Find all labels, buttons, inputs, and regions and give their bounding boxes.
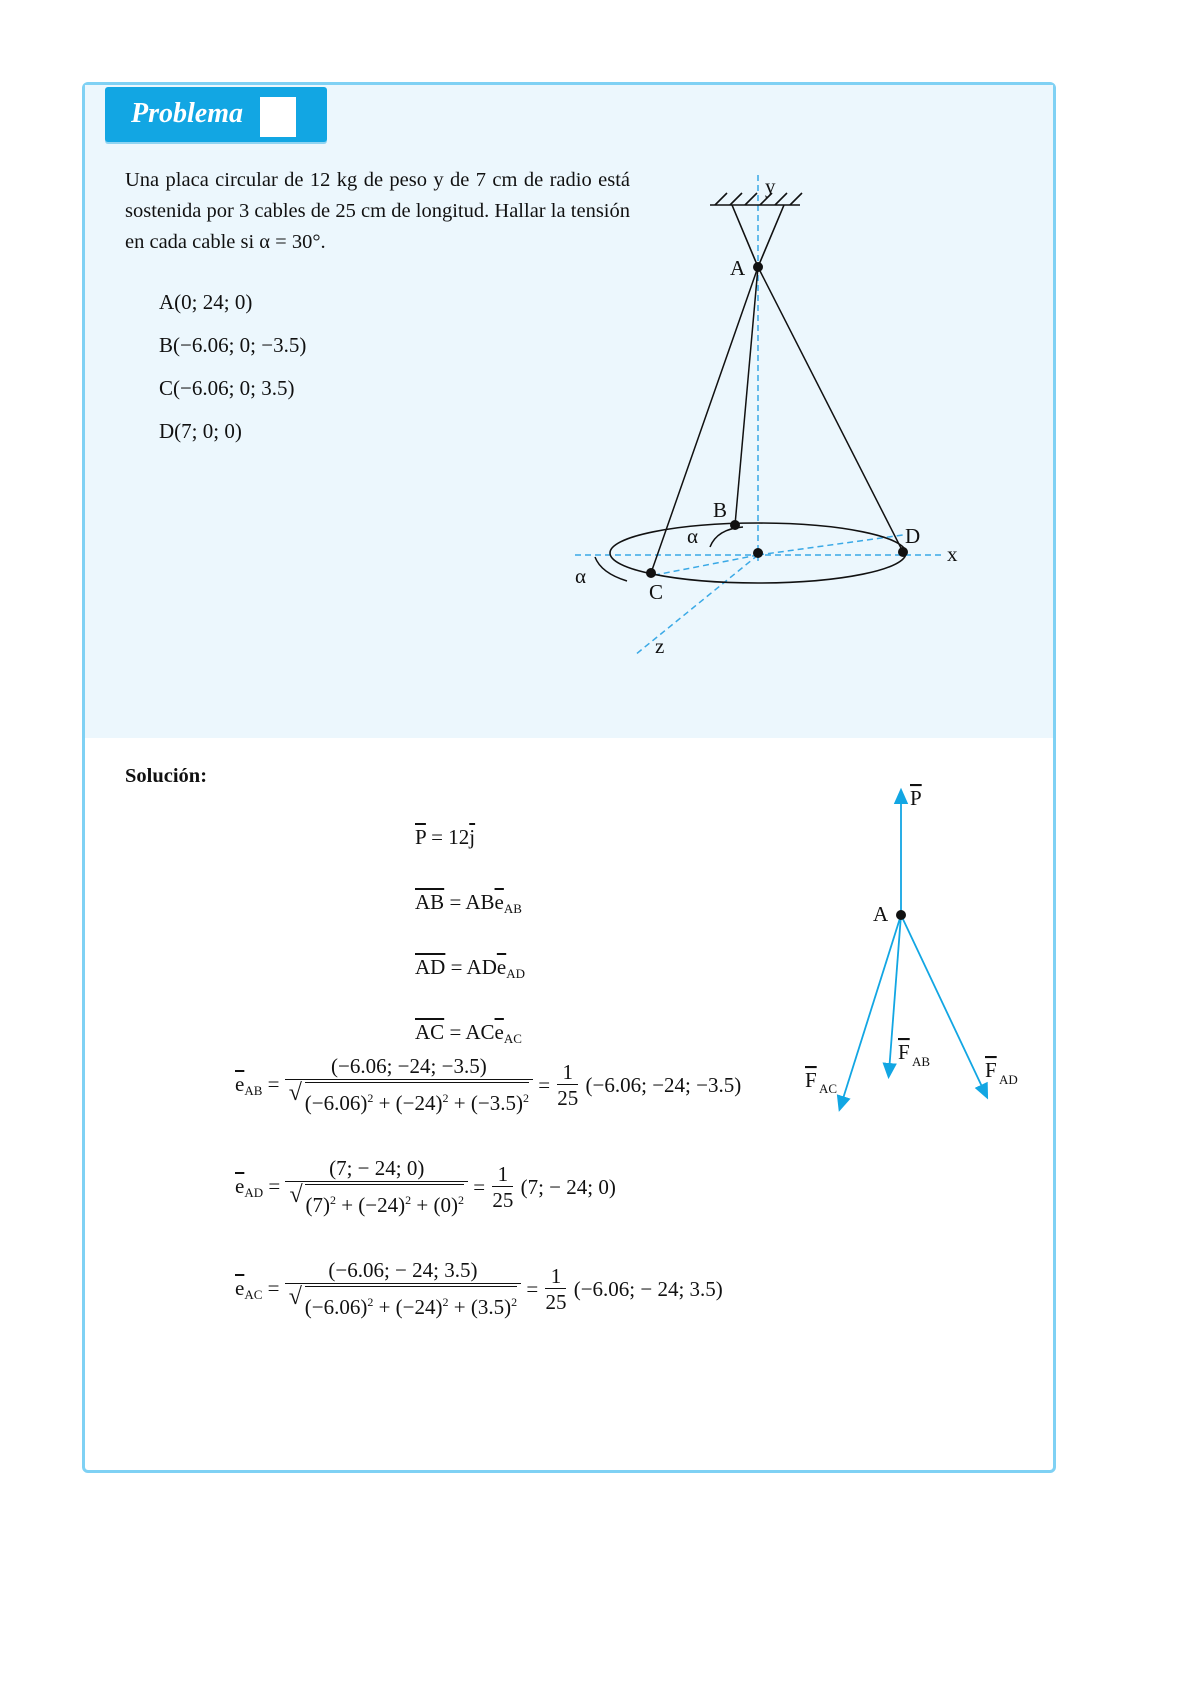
uv-ab-scalar: $\frac{1}{25}$ (557, 1059, 579, 1110)
uv-ac-result: (−6.06; − 24; 3.5) (573, 1276, 723, 1301)
uv-ab-lhs: $\overline{e}_{AB}$ = (235, 1071, 280, 1098)
eq-ad-vec: $\overline{e}$ (496, 955, 507, 979)
uv-ab-fraction (285, 1053, 533, 1117)
point-b-dot (730, 520, 740, 530)
point-c-dot (646, 568, 656, 578)
eq-ab-rhs: = AB (444, 890, 495, 914)
uv-ac-scalar: $\frac{1}{25}$ (545, 1263, 567, 1314)
label-fab: F (898, 1040, 910, 1064)
point-d: D(7; 0; 0) (159, 419, 242, 443)
uv-ad-den: √ $(7)^2 + (-24)^2 + (0)^2$ (285, 1182, 468, 1219)
point-list (159, 285, 306, 457)
alpha-arc-top (710, 527, 743, 547)
equation-p (415, 825, 475, 850)
eq-ac-vec: $\overline{e}$ (494, 1020, 504, 1044)
eq-p-vec: $\overline{j}$ (469, 825, 476, 849)
label-a: A (730, 256, 746, 280)
problem-statement: Una placa circular de 12 kg de peso y de 7 cm de radio está sostenida por 3 cables de 25 cm de longitud. Hallar la tensión en cada cable si α = 30°. (125, 169, 630, 253)
eq-p-rhs: = 12 (425, 825, 470, 849)
axis-y-label: y (765, 174, 776, 198)
label-fab-sub: AB (912, 1054, 931, 1069)
uv-ac-den: √ $(-6.06)^2 + (-24)^2 + (3.5)^2$ (285, 1284, 521, 1321)
eq-ab-lhs: $\overline{AB}$ (415, 890, 445, 914)
problem-card (82, 82, 1056, 1473)
label-fad-sub: AD (999, 1072, 1018, 1087)
uv-ab-num: (−6.06; −24; −3.5) (285, 1053, 533, 1080)
unit-vector-ad: $\overline{e}_{AD}$ = (7; − 24; 0) √ $(7)^2 + (-24)^2 + (0)^2$ = $\frac{1}{25}$ (7; − 24; 0) (235, 1155, 616, 1219)
label-fac-sub: AC (819, 1081, 838, 1096)
solution-title: Solución: (125, 765, 208, 787)
uv-ab-result: (−6.06; −24; −3.5) (585, 1072, 742, 1097)
uv-ad-sub: AD (244, 1184, 264, 1200)
eq-ac-rhs: = AC (444, 1020, 495, 1044)
uv-ad-fraction (285, 1155, 468, 1219)
label-b: B (713, 498, 728, 522)
uv-ac-sym: $\overline{e}$ (235, 1275, 245, 1300)
point-a: A(0; 24; 0) (159, 290, 253, 314)
plate-diagram (575, 174, 1055, 735)
point-c: C(−6.06; 0; 3.5) (159, 376, 295, 400)
unit-vector-ac: $\overline{e}_{AC}$ = (−6.06; − 24; 3.5) √ $(-6.06)^2 + (-24)^2 + (3.5)^2$ = $\frac{1}{25}$ (−6.06; − 24; 3.5) (235, 1257, 723, 1321)
label-d: D (905, 524, 921, 548)
badge-number-box (260, 97, 296, 137)
equation-ac (415, 1020, 522, 1047)
point-a-dot (753, 262, 763, 272)
unit-vector-ab: $\overline{e}_{AB}$ = (−6.06; −24; −3.5) √ $(-6.06)^2 + (-24)^2 + (-3.5)^2$ = $\frac{1}{25}$ (−6.06; −24; −3.5) (235, 1053, 741, 1117)
uv-ab-sym: $\overline{e}$ (235, 1071, 245, 1096)
label-fac: F (805, 1068, 817, 1092)
fbd-label-a: A (873, 902, 889, 926)
ceiling-support (710, 193, 802, 267)
label-c: C (649, 580, 664, 604)
equation-ad (415, 955, 525, 982)
equation-ab (415, 890, 522, 917)
uv-ac-num: (−6.06; − 24; 3.5) (285, 1257, 521, 1284)
uv-ad-result: (7; − 24; 0) (520, 1174, 616, 1199)
point-d-dot (898, 547, 908, 557)
label-p: P (910, 786, 922, 810)
uv-ac-sub: AC (244, 1286, 263, 1302)
uv-ad-num: (7; − 24; 0) (285, 1155, 468, 1182)
node-a-dot (896, 910, 906, 920)
uv-ad-scalar: $\frac{1}{25}$ (492, 1161, 514, 1212)
alpha-label-left: α (575, 564, 587, 588)
vector-fac (841, 915, 901, 1105)
uv-ab-sub: AB (244, 1082, 263, 1098)
badge-label: Problema (131, 98, 243, 129)
uv-ac-fraction (285, 1257, 521, 1321)
eq-ad-sub: AD (506, 966, 525, 981)
alpha-label-top: α (687, 524, 699, 548)
problem-badge (105, 87, 327, 142)
origin-dot (753, 548, 763, 558)
axis-z-label: z (655, 634, 665, 658)
eq-ab-vec: $\overline{e}$ (494, 890, 504, 914)
uv-ab-den: √ $(-6.06)^2 + (-24)^2 + (-3.5)^2$ (285, 1080, 533, 1117)
axis-x-label: x (947, 542, 958, 566)
label-fad: F (985, 1058, 997, 1082)
eq-ad-rhs: = AD (445, 955, 497, 979)
eq-p-lhs: $\overline{P}$ (415, 825, 426, 849)
eq-ad-lhs: $\overline{AD}$ (415, 955, 446, 979)
point-b: B(−6.06; 0; −3.5) (159, 333, 307, 357)
eq-ab-sub: AB (503, 901, 522, 916)
uv-ad-lhs: $\overline{e}_{AD}$ = (235, 1173, 281, 1200)
uv-ac-lhs: $\overline{e}_{AC}$ = (235, 1275, 280, 1302)
eq-ac-lhs: $\overline{AC}$ (415, 1020, 445, 1044)
eq-ac-sub: AC (503, 1031, 522, 1046)
uv-ad-sym: $\overline{e}$ (235, 1173, 245, 1198)
free-body-diagram (785, 775, 1045, 1115)
